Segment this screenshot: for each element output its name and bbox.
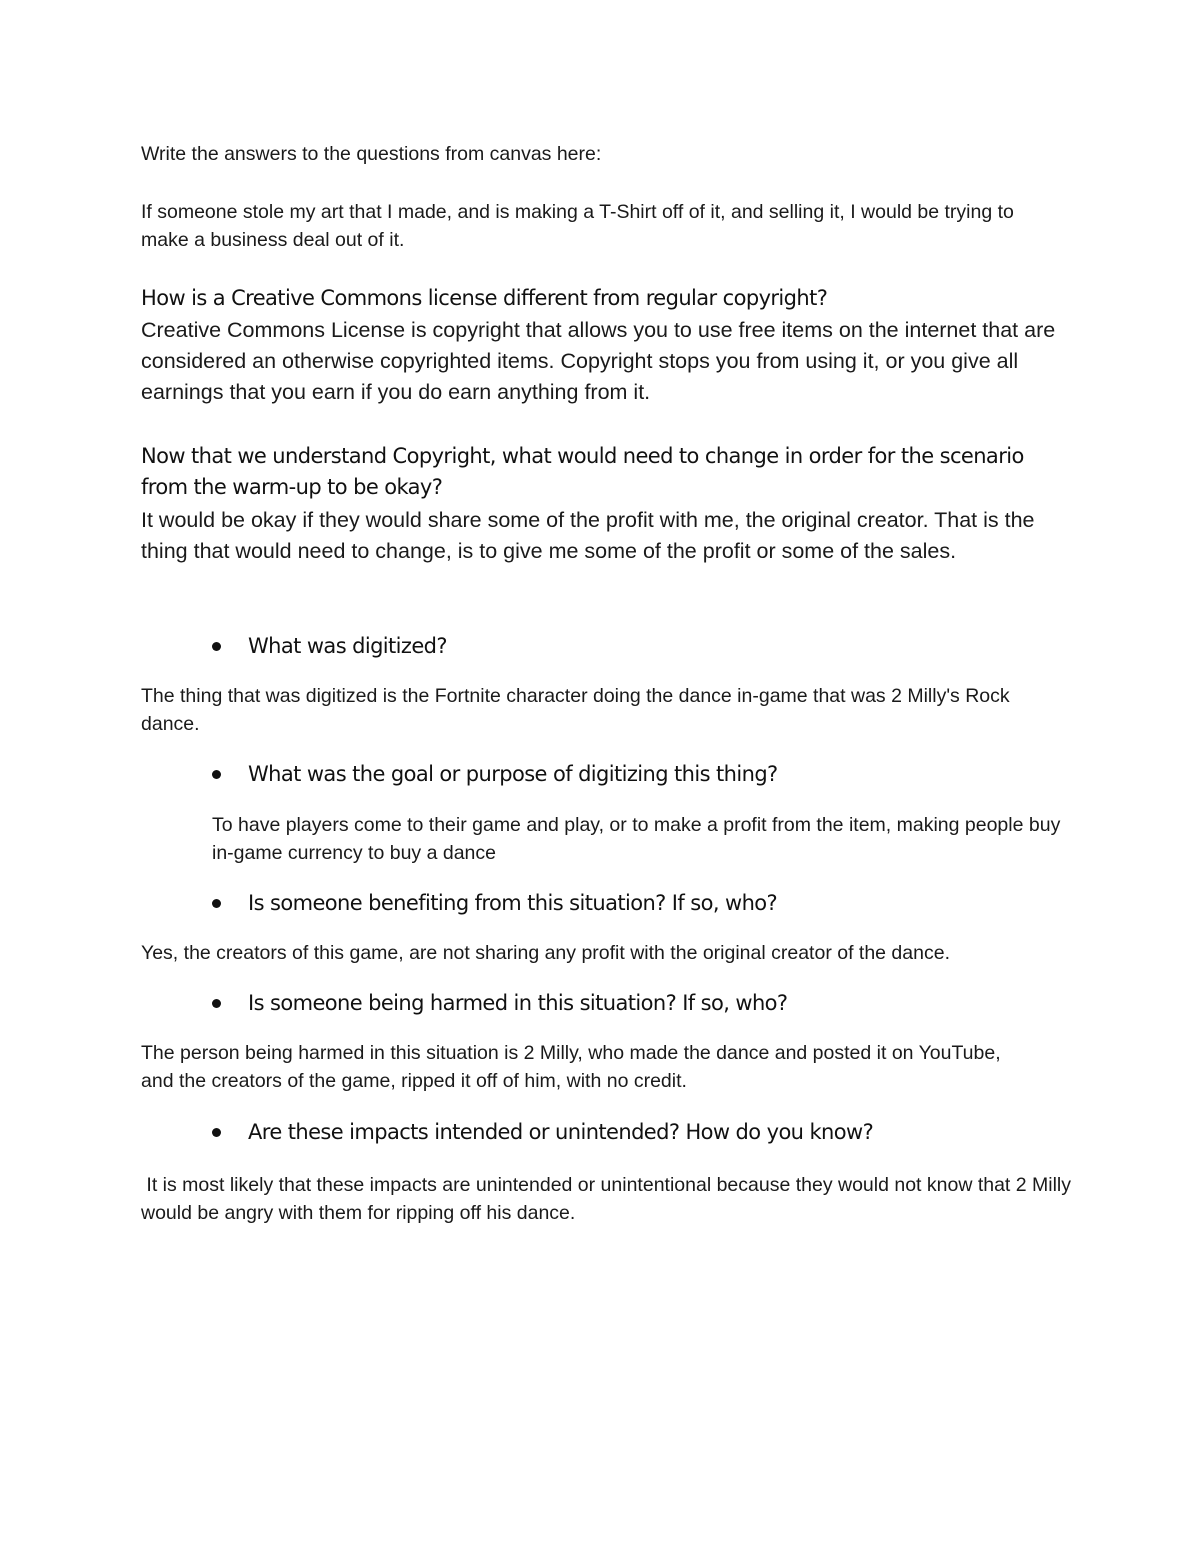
answer-harmed: The person being harmed in this situation is 2 Milly, who made the dance and posted it on YouTube, and the creators of the game, ripped it off of him, with no credit. (141, 1042, 1001, 1092)
bullet-item-digitized (212, 630, 447, 662)
bullet-question-harmed: Is someone being harmed in this situation? If so, who? (248, 990, 788, 1015)
bullet-item-benefiting (212, 887, 777, 919)
intro-text: Write the answers to the questions from canvas here: (141, 143, 602, 165)
answer-purpose: To have players come to their game and play, or to make a profit from the item, making people buy in-game currency to buy a dance (212, 814, 1061, 864)
question-scenario-change: Now that we understand Copyright, what would need to change in order for the scenario from the warm-up to be okay? (141, 444, 1024, 499)
bullet-item-harmed (212, 987, 787, 1019)
bullet-icon (212, 770, 221, 779)
answer-creative-commons: Creative Commons License is copyright that allows you to use free items on the internet that are considered an otherwise copyrighted items. Copyright stops you from using it, or you give all earnings that you earn if you do earn anything from it. (141, 318, 1056, 404)
answer-intended: It is most likely that these impacts are unintended or unintentional because they would not know that 2 Milly would be angry with them for ripping off his dance. (141, 1174, 1077, 1224)
bullet-question-benefiting: Is someone benefiting from this situation? If so, who? (248, 890, 778, 915)
bullet-icon (212, 1128, 221, 1137)
answer-benefiting: Yes, the creators of this game, are not sharing any profit with the original creator of the dance. (141, 942, 950, 964)
bullet-icon (212, 899, 221, 908)
answer-digitized: The thing that was digitized is the Fortnite character doing the dance in-game that was 2 Milly's Rock dance. (141, 685, 1010, 735)
bullet-item-intended (212, 1116, 873, 1148)
bullet-question-intended: Are these impacts intended or unintended? How do you know? (248, 1119, 874, 1144)
bullet-item-purpose (212, 758, 778, 790)
bullet-question-purpose: What was the goal or purpose of digitizing this thing? (248, 761, 778, 786)
bullet-question-digitized: What was digitized? (248, 633, 447, 658)
warmup-answer: If someone stole my art that I made, and is making a T-Shirt off of it, and selling it, I would be trying to make a business deal out of it. (141, 201, 1014, 251)
bullet-icon (212, 999, 221, 1008)
bullet-icon (212, 642, 221, 651)
answer-scenario-change: It would be okay if they would share some of the profit with me, the original creator. That is the thing that would need to change, is to give me some of the profit or some of the sales. (141, 508, 1035, 563)
question-creative-commons: How is a Creative Commons license different from regular copyright? (141, 286, 828, 310)
